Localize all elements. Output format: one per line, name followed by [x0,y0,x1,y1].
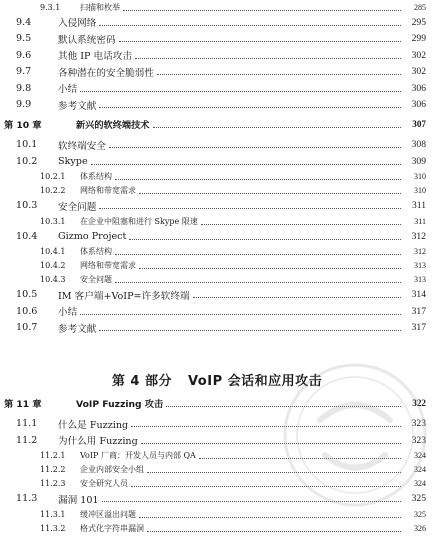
toc-entry[interactable] [0,31,434,47]
entry-page-number: 302 [411,66,426,77]
entry-title-group [80,246,426,257]
entry-title-group [80,216,426,227]
dot-leader [80,91,401,92]
entry-title: Skype [58,155,88,167]
dot-leader [129,239,401,240]
toc-entry[interactable] [0,432,434,448]
dot-leader [99,25,401,26]
entry-title: 企业内部安全小组 [80,465,144,474]
dot-leader [201,224,401,225]
entry-title-group [58,98,426,112]
toc-entry[interactable] [0,491,434,507]
entry-title: 体系结构 [80,172,112,181]
entry-number: 10.2 [16,155,38,167]
entry-title: 体系结构 [80,247,112,256]
entry-number: 11.2.3 [40,479,66,488]
dot-leader [119,41,401,42]
entry-title-group [58,231,426,242]
entry-title: 入侵网络 [58,18,97,29]
dot-leader [139,193,401,194]
dot-leader [135,58,401,59]
dot-leader [131,426,401,427]
toc-chapter-entry[interactable] [0,395,434,411]
entry-number: 10.5 [16,289,38,300]
entry-title: 为什么用 Fuzzing [58,436,138,447]
toc-entry[interactable] [0,245,434,259]
entry-page-number: 295 [411,16,426,28]
entry-page-number: 306 [411,82,426,94]
entry-page-number: 285 [414,2,426,12]
entry-number: 10.2.2 [40,186,66,195]
dot-leader [193,297,401,298]
entry-page-number: 324 [414,465,426,474]
entry-number: 10.2.1 [40,172,66,181]
entry-number: 10.7 [16,322,38,333]
entry-number: 11.3.1 [40,509,66,519]
toc-chapter-entry[interactable] [0,116,434,132]
entry-number: 10.4.3 [40,275,66,284]
entry-number: 10.6 [16,305,38,317]
entry-title-group [80,171,426,182]
entry-title: 在企业中阻塞和进行 Skype 限速 [80,216,198,226]
entry-number: 9.9 [16,99,32,110]
entry-page-number: 317 [411,305,426,317]
entry-title: Gizmo Project [58,230,127,242]
toc-entry[interactable] [0,0,434,14]
entry-number: 9.7 [16,66,32,77]
dot-leader [147,472,401,473]
entry-title: IM 客户端+VoIP=许多软终端 [58,290,190,302]
toc-entry[interactable] [0,416,434,432]
entry-title-group [80,523,426,534]
entry-title: 其他 IP 电话攻击 [58,51,132,62]
toc-entry[interactable] [0,463,434,477]
dot-leader [157,74,401,75]
entry-number: 10.4.1 [40,247,66,256]
entry-page-number: 322 [412,398,426,408]
entry-page-number: 311 [411,200,426,211]
entry-title-group [80,478,426,489]
entry-title: 小结 [58,84,78,95]
entry-page-number: 323 [411,434,426,446]
dot-leader [139,517,401,518]
toc-entry[interactable] [0,184,434,198]
entry-title-group [58,288,426,302]
entry-title: 扫描和枚举 [80,2,120,12]
entry-title: 新兴的软终端技术 [76,120,150,131]
entry-title: 安全研究人员 [80,479,128,488]
dot-leader [115,282,401,283]
entry-number: 11.2.1 [40,451,66,460]
entry-page-number: 313 [414,261,426,270]
entry-title-group [80,464,426,475]
toc-entry[interactable] [0,170,434,184]
entry-title-group [58,138,426,152]
toc-entry[interactable] [0,259,434,273]
dot-leader [166,406,401,407]
entry-title-group [58,304,426,318]
dot-leader [139,268,401,269]
part-title: VoIP 会话和应用攻击 [187,374,323,389]
entry-page-number: 307 [412,119,426,129]
dot-leader [109,147,401,148]
entry-title-group [58,32,426,46]
dot-leader [99,330,401,331]
toc-entry[interactable] [0,477,434,491]
toc-entry[interactable] [0,198,434,214]
entry-page-number: 317 [411,322,426,333]
entry-title-group [80,450,426,461]
entry-number: 9.4 [16,16,32,28]
entry-title: VoIP 厂商：开发人员与内部 QA [80,451,196,460]
entry-title-group [76,396,426,410]
entry-title: VoIP Fuzzing 攻击 [76,399,164,410]
dot-leader [80,314,401,315]
entry-page-number: 314 [411,289,426,300]
entry-title-group [80,2,426,13]
dot-leader [147,531,401,532]
toc-entry[interactable] [0,97,434,113]
entry-page-number: 310 [414,186,426,195]
entry-title: 参考文献 [58,323,97,335]
entry-page-number: 312 [411,230,426,242]
toc-entry[interactable] [0,273,434,287]
entry-page-number: 313 [414,275,426,284]
entry-title-group [58,15,426,29]
entry-number: 9.8 [16,82,32,94]
entry-number: 第 11 章 [4,399,42,410]
entry-title-group [58,492,426,506]
entry-page-number: 310 [414,172,426,181]
toc-entry[interactable] [0,137,434,153]
entry-title: 什么是 Fuzzing [58,419,129,431]
toc-entry[interactable] [0,287,434,303]
entry-title-group [58,48,426,62]
entry-title: 参考文献 [58,100,97,112]
toc-entry[interactable] [0,47,434,63]
dot-leader [199,458,401,459]
entry-title: 网络和带宽需求 [80,186,136,195]
entry-page-number: 299 [411,33,426,44]
toc-entry[interactable] [0,80,434,96]
entry-title: 小结 [58,307,78,318]
entry-title: 默认系统密码 [58,34,116,46]
dot-leader [99,208,401,209]
entry-title-group [58,199,426,213]
toc-entry[interactable] [0,521,434,535]
entry-title-group [80,274,426,285]
entry-number: 9.6 [16,49,32,61]
dot-leader [102,501,401,502]
entry-number: 9.3.1 [40,2,61,12]
dot-leader [141,443,401,444]
entry-title: 缓冲区溢出问题 [80,509,136,519]
dot-leader [99,107,401,108]
toc-entry[interactable] [0,64,434,80]
entry-title-group [58,417,426,431]
entry-title-group [80,260,426,271]
entry-title-group [58,433,426,447]
entry-title: 各种潜在的安全脆弱性 [58,67,154,79]
toc-entry[interactable] [0,449,434,463]
entry-page-number: 306 [411,99,426,110]
dot-leader [123,10,401,11]
toc-entry[interactable] [0,214,434,228]
entry-number: 第 10 章 [4,120,42,131]
entry-title-group [80,185,426,196]
entry-number: 11.3.2 [40,523,66,533]
part-heading [0,370,434,390]
entry-page-number: 324 [414,479,426,488]
entry-title: 漏洞 101 [58,494,99,506]
entry-number: 10.3.1 [40,216,66,226]
toc-entry[interactable] [0,507,434,521]
part-label: 第 4 部分 [111,374,172,389]
dot-leader [115,254,401,255]
entry-page-number: 311 [414,216,426,226]
dot-leader [153,127,402,128]
toc-entry[interactable] [0,228,434,244]
entry-number: 10.1 [16,139,38,150]
entry-title: 安全问题 [58,201,97,213]
entry-number: 11.2 [16,434,38,446]
entry-number: 10.4.2 [40,261,66,270]
entry-number: 11.2.2 [40,465,66,474]
toc-entry[interactable] [0,303,434,319]
entry-title-group [58,81,426,95]
entry-page-number: 325 [411,493,426,504]
entry-page-number: 302 [411,49,426,61]
entry-title-group [80,509,426,520]
entry-number: 10.3 [16,200,38,211]
dot-leader [91,164,401,165]
entry-page-number: 325 [414,509,426,519]
entry-title-group [76,117,426,131]
entry-page-number: 312 [414,247,426,256]
entry-number: 10.4 [16,230,38,242]
entry-title: 软终端安全 [58,140,106,152]
entry-page-number: 324 [414,451,426,460]
entry-number: 9.5 [16,33,32,44]
dot-leader [115,179,401,180]
entry-page-number: 309 [411,155,426,167]
toc-entry[interactable] [0,320,434,336]
dot-leader [131,486,401,487]
entry-title: 网络和带宽需求 [80,261,136,270]
entry-number: 11.1 [16,418,38,429]
entry-page-number: 326 [414,523,426,533]
entry-title-group [58,65,426,79]
entry-title: 安全问题 [80,275,112,284]
entry-page-number: 323 [411,418,426,429]
entry-number: 11.3 [16,493,38,504]
toc-entry[interactable] [0,14,434,30]
entry-title: 格式化字符串漏洞 [80,523,144,533]
toc-entry[interactable] [0,153,434,169]
entry-title-group [58,156,426,167]
entry-page-number: 308 [411,139,426,150]
entry-title-group [58,321,426,335]
